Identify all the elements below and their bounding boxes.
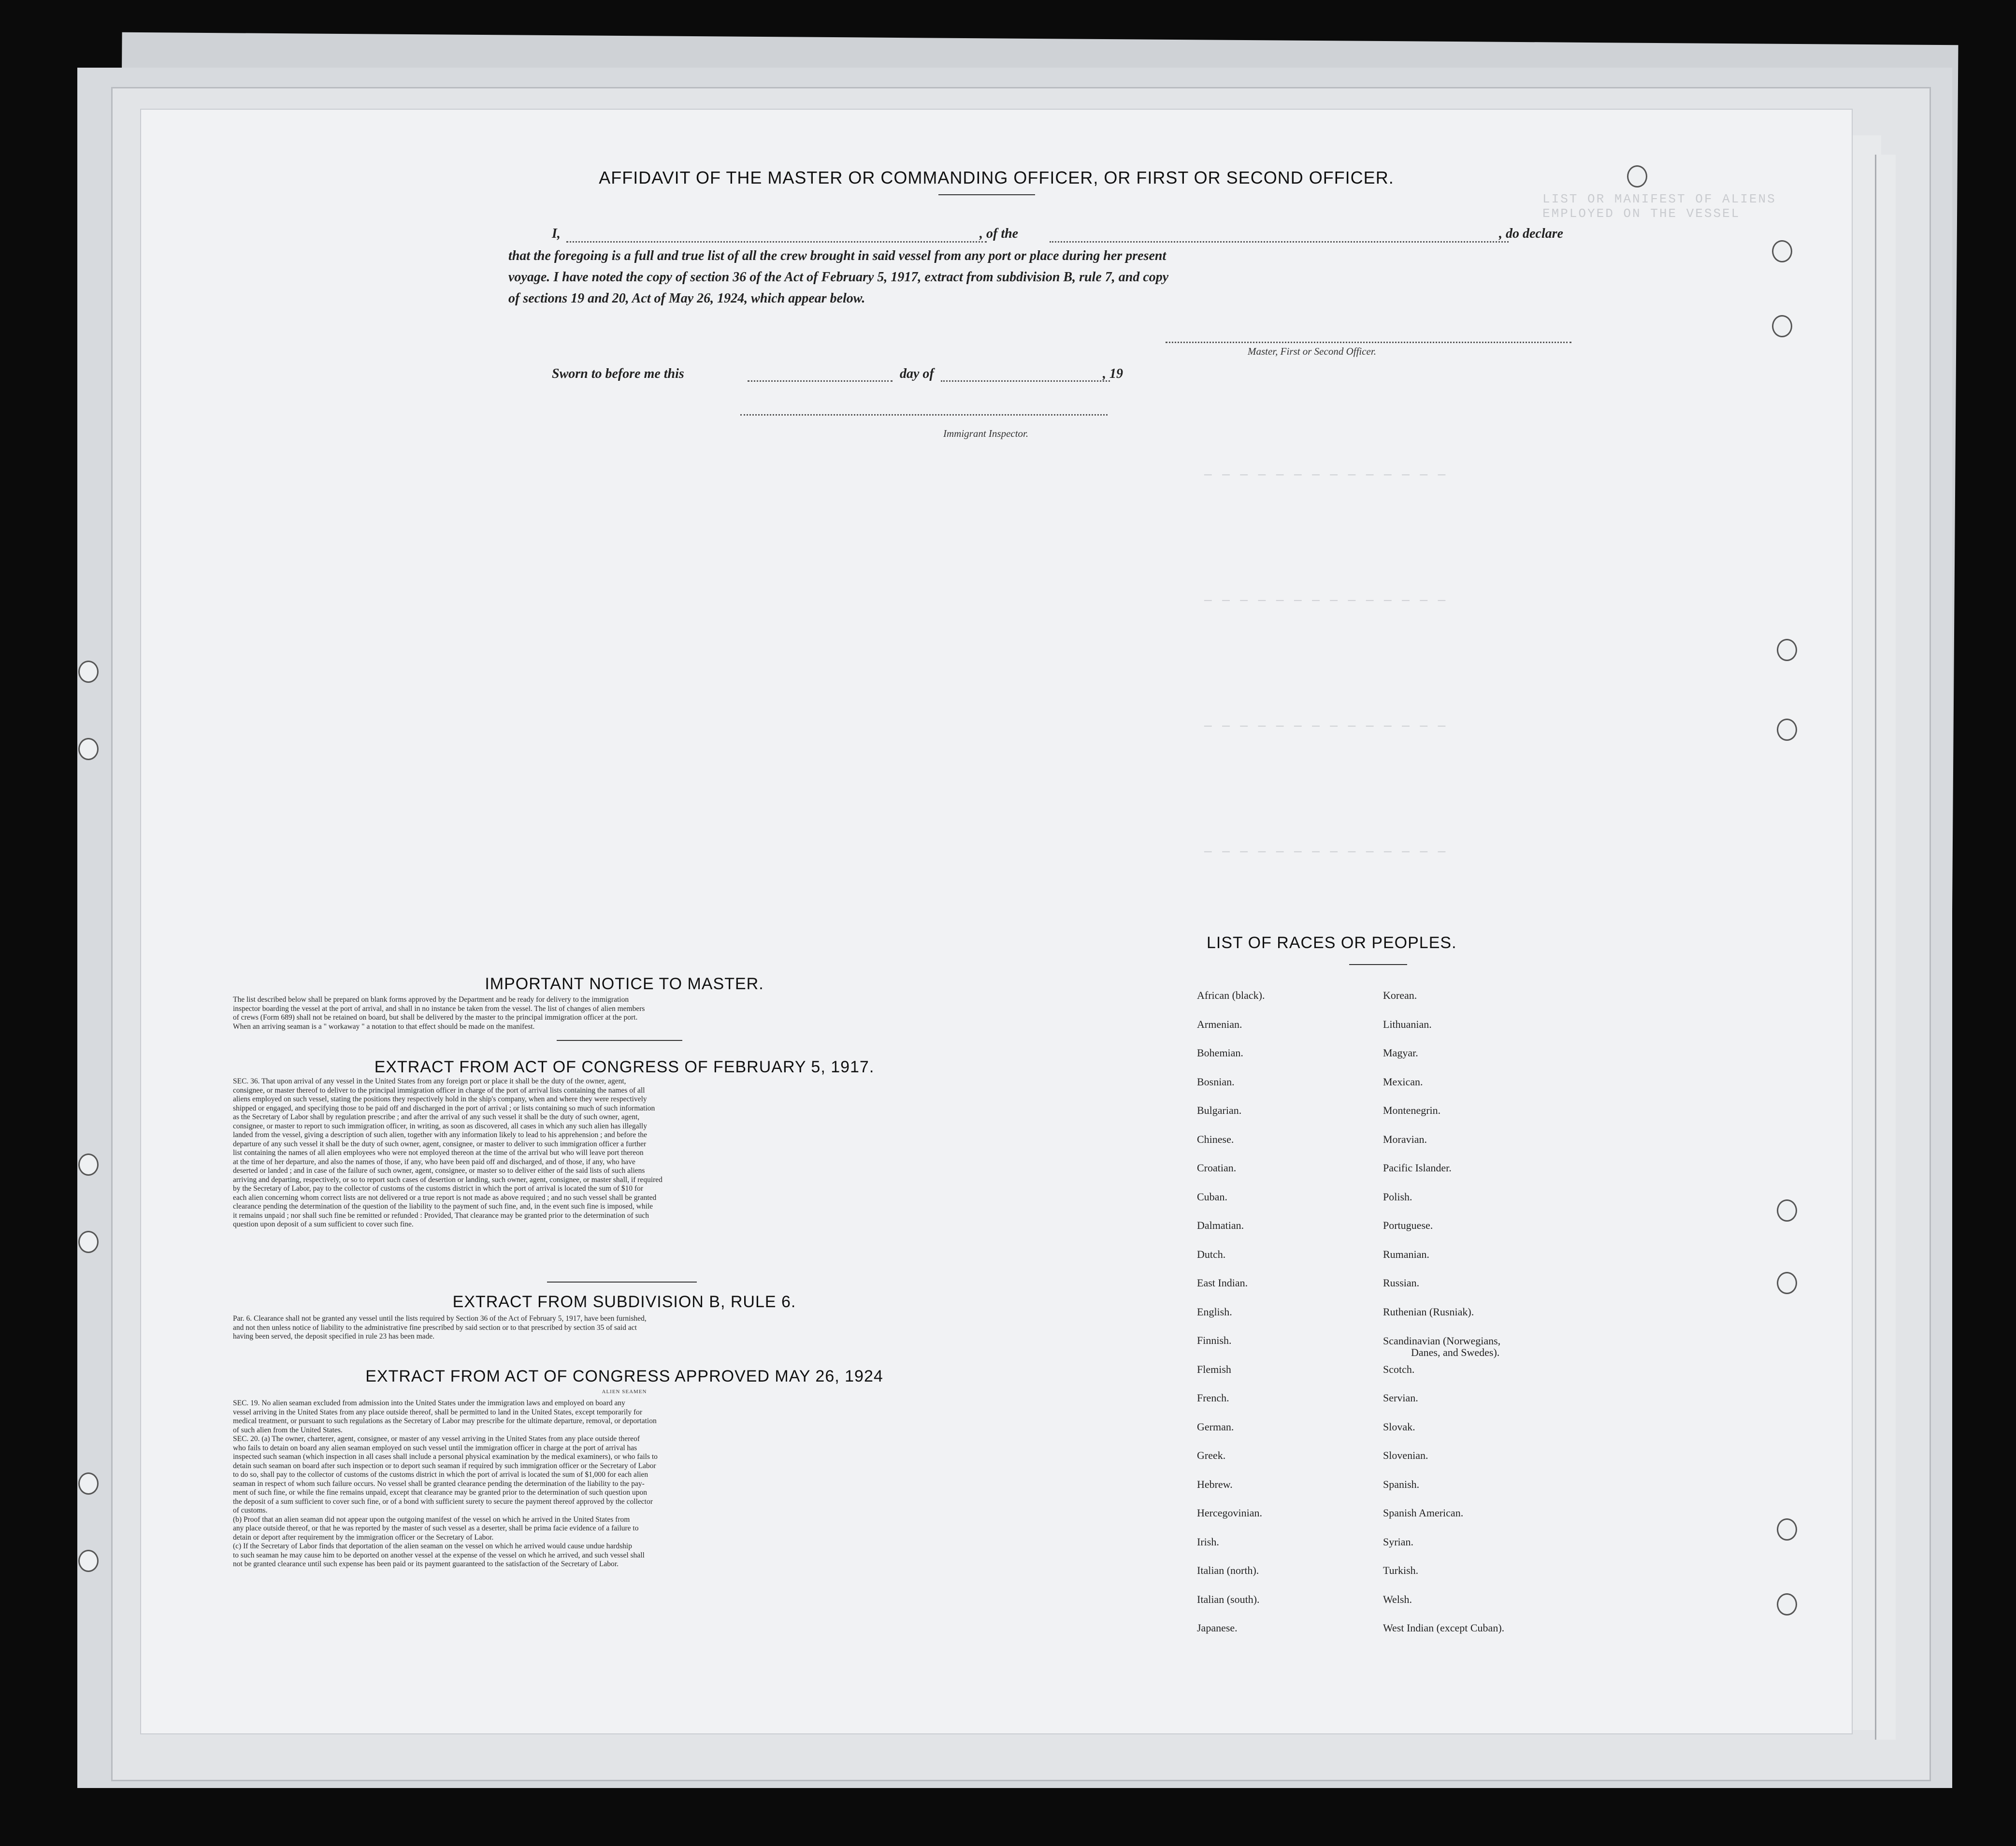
race-item: German.	[1197, 1420, 1234, 1433]
race-item: Spanish.	[1383, 1478, 1420, 1490]
binder-hole	[1777, 1593, 1797, 1615]
race-item: Finnish.	[1197, 1334, 1232, 1346]
binder-hole	[1777, 1199, 1797, 1222]
race-item: Scandinavian (Norwegians, Danes, and Swedes).	[1383, 1335, 1501, 1358]
binder-hole	[78, 661, 99, 683]
divider	[547, 1282, 697, 1283]
affidavit-of-the: , of the	[979, 226, 1019, 241]
act-1917-title: EXTRACT FROM ACT OF CONGRESS OF FEBRUARY 5, 1917.	[374, 1058, 875, 1076]
rule-6-text: Par. 6. Clearance shall not be granted any vessel until the lists required by Section 36 of the Act of February 5, 1917, have been furnished, and not then unless notice of liability to the administrative fine prescribed by said section or to that prescribed by section 35 of said act having been served, the deposit specified in rule 23 has been made.	[233, 1314, 647, 1341]
divider	[938, 194, 1035, 195]
race-item: Italian (south).	[1197, 1593, 1260, 1605]
race-item: Russian.	[1383, 1277, 1420, 1289]
race-item: English.	[1197, 1305, 1232, 1318]
master-signature-field[interactable]	[1166, 342, 1571, 343]
binder-hole	[1777, 1272, 1797, 1294]
race-item: Korean.	[1383, 989, 1417, 1001]
inspector-label: Immigrant Inspector.	[943, 428, 1029, 439]
affidavit-title: AFFIDAVIT OF THE MASTER OR COMMANDING OFFICER, OR FIRST OR SECOND OFFICER.	[599, 168, 1394, 187]
race-item: Montenegrin.	[1383, 1104, 1441, 1116]
race-item: Ruthenian (Rusniak).	[1383, 1305, 1474, 1318]
binder-hole	[1777, 639, 1797, 661]
binder-hole	[78, 1231, 99, 1253]
year-label: , 19	[1103, 366, 1123, 381]
affidavit-line: voyage. I have noted the copy of section 36 of the Act of February 5, 1917, extract from subdivision B, rule 7, and copy	[508, 270, 1169, 285]
race-item: Flemish	[1197, 1363, 1231, 1375]
act-1924-title: EXTRACT FROM ACT OF CONGRESS APPROVED MAY 26, 1924	[365, 1367, 883, 1385]
race-item: Irish.	[1197, 1535, 1219, 1548]
race-item: African (black).	[1197, 989, 1265, 1001]
sworn-month-field[interactable]	[941, 380, 1110, 382]
race-item: Mexican.	[1383, 1075, 1423, 1088]
race-item: Servian.	[1383, 1392, 1418, 1404]
race-item: East Indian.	[1197, 1277, 1248, 1289]
race-item: Magyar.	[1383, 1047, 1418, 1059]
binder-hole	[78, 1550, 99, 1572]
master-signature-label: Master, First or Second Officer.	[1248, 346, 1376, 357]
sworn-day-field[interactable]	[748, 380, 893, 382]
binder-hole	[1777, 1518, 1797, 1541]
races-title: LIST OF RACES OR PEOPLES.	[1207, 934, 1457, 952]
affidavit-line: of sections 19 and 20, Act of May 26, 1924, which appear below.	[508, 291, 865, 306]
race-item: Greek.	[1197, 1449, 1226, 1461]
race-item: Italian (north).	[1197, 1564, 1259, 1576]
affidavit-i: I,	[552, 226, 561, 241]
race-item: Moravian.	[1383, 1133, 1427, 1145]
sworn-label: Sworn to before me this	[552, 366, 684, 381]
race-item: Slovenian.	[1383, 1449, 1428, 1461]
race-item: Turkish.	[1383, 1564, 1419, 1576]
binder-hole	[1777, 719, 1797, 741]
race-item: West Indian (except Cuban).	[1383, 1622, 1505, 1634]
race-item: Welsh.	[1383, 1593, 1412, 1605]
race-item: Japanese.	[1197, 1622, 1238, 1634]
rule-6-title: EXTRACT FROM SUBDIVISION B, RULE 6.	[452, 1293, 796, 1311]
affidavit-declare: , do declare	[1499, 226, 1563, 241]
act-1924-subtitle: ALIEN SEAMEN	[602, 1389, 647, 1395]
race-item: Rumanian.	[1383, 1248, 1429, 1260]
binder-hole	[1772, 315, 1792, 337]
inspector-signature-field[interactable]	[740, 414, 1108, 416]
binder-hole	[78, 1154, 99, 1176]
race-item: Polish.	[1383, 1190, 1412, 1203]
race-item: Spanish American.	[1383, 1507, 1464, 1519]
race-item: Armenian.	[1197, 1018, 1242, 1030]
race-item: Bulgarian.	[1197, 1104, 1242, 1116]
notice-text: The list described below shall be prepared on blank forms approved by the Department and be ready for delivery to the immigration inspector boarding the vessel at the port of arrival, and shall in no instance be taken from the vessel. The list of changes of alien members of crews (Form 689) shall not be retained on board, but shall be delivered by the master to the principal immigration officer at the port. When an arriving seaman is a " workaway " a notation to that effect should be made on the manifest.	[233, 995, 645, 1031]
race-item: Dalmatian.	[1197, 1219, 1244, 1231]
race-item: Croatian.	[1197, 1162, 1237, 1174]
divider	[1349, 964, 1407, 965]
race-item: Lithuanian.	[1383, 1018, 1432, 1030]
race-item: Portuguese.	[1383, 1219, 1433, 1231]
race-item: Chinese.	[1197, 1133, 1234, 1145]
race-item: French.	[1197, 1392, 1229, 1404]
binder-hole	[78, 738, 99, 760]
race-item: Bosnian.	[1197, 1075, 1235, 1088]
race-item: Hebrew.	[1197, 1478, 1233, 1490]
binder-hole	[1772, 240, 1792, 262]
race-item: Cuban.	[1197, 1190, 1227, 1203]
race-item: Slovak.	[1383, 1420, 1415, 1433]
notice-title: IMPORTANT NOTICE TO MASTER.	[485, 975, 764, 993]
day-of-label: day of	[900, 366, 934, 381]
page-edge-tab	[1875, 155, 1896, 1740]
race-item: Hercegovinian.	[1197, 1507, 1262, 1519]
races-right-column	[1383, 990, 1504, 1652]
act-1917-text: SEC. 36. That upon arrival of any vessel in the United States from any foreign port or place it shall be the duty of the owner, agent, consignee, or master thereof to deliver to the principal immigration officer in charge of the port of arrival lists containing the names of all aliens employed on such vessel, stating the positions they respectively hold in the ship's company, when and where they were respectively shipped or engaged, and specifying those to be paid off and discharged in the port of arrival ; or lists containing so much of such information as the Secretary of Labor shall by regulation prescribe ; and after the arrival of any such vessel it shall be the duty of such owner, agent, consignee, or master to report to such immigration officer, in writing, as soon as discovered, all cases in which any such alien has illegally landed from the vessel, giving a description of such alien, together with any information likely to lead to his apprehension ; and before the departure of any such vessel it shall be the duty of such owner, agent, consignee, or master to deliver to such immigration officer a further list containing the names of all alien employees who were not employed thereon at the time of the arrival but who will leave port thereon at the time of her departure, and also the names of those, if any, who have been paid off and discharged, and of those, if any, who have deserted or landed ; and in case of the failure of such owner, agent, consignee, or master so to deliver either of the said lists of such aliens arriving and departing, respectively, or so to report such cases of desertion or landing, such owner, agent, consignee, or master shall, if required by the Secretary of Labor, pay to the collector of customs of the customs district in which the port of arrival is located the sum of $10 for each alien concerning whom correct lists are not delivered or a true report is not made as above required ; and no such vessel shall be granted clearance pending the determination of the question of the liability to the payment of such fine, and, in the event such fine is imposed, while it remains unpaid ; nor shall such fine be remitted or refunded : Provided, That clearance may be granted prior to the determination of such question upon deposit of a sum sufficient to cover such fine.	[233, 1077, 662, 1228]
race-item: Scotch.	[1383, 1363, 1415, 1375]
act-1924-text: SEC. 19. No alien seaman excluded from admission into the United States under the immigration laws and employed on board any vessel arriving in the United States from any place outside thereof, shall be permitted to land in the United States, except temporarily for medical treatment, or pursuant to such regulations as the Secretary of Labor may prescribe for the ultimate departure, removal, or deportation of such alien from the United States. SEC. 20. (a) The owner, charterer, agent, consignee, or master of any vessel arriving in the United States from any place outside thereof who fails to detain on board any alien seaman employed on such vessel until the immigration officer in charge at the port of arrival has inspected such seaman (which inspection in all cases shall include a personal physical examination by the medical examiners), or who fails to detain such seaman on board after such inspection or to deport such seaman if required by such immigration officer or the Secretary of Labor to do so, shall pay to the collector of customs of the customs district in which the port of arrival is located the sum of $1,000 for each alien seaman in respect of whom such failure occurs. No vessel shall be granted clearance pending the determination of the liability to the pay- ment of such fine, or while the fine remains unpaid, except that clearance may be granted prior to the determination of such question upon the deposit of a sum sufficient to cover such fine, or of a bond with sufficient surety to secure the payment thereof approved by the collector of customs. (b) Proof that an alien seaman did not appear upon the outgoing manifest of the vessel on which he arrived in the United States from any place outside thereof, or that he was reported by the master of such vessel as a deserter, shall be prima facie evidence of a failure to detain or deport after requirement by the immigration officer or the Secretary of Labor. (c) If the Secretary of Labor finds that deportation of the alien seaman on the vessel on which he arrived would cause undue hardship to such seaman he may cause him to be deported on another vessel at the expense of the vessel on which he arrived, and such vessel shall not be granted clearance until such expense has been paid or its payment guaranteed to the satisfaction of the Secretary of Labor.	[233, 1399, 658, 1568]
affidavit-line: that the foregoing is a full and true list of all the crew brought in said vessel from any port or place during her present	[508, 248, 1166, 263]
binder-hole	[78, 1472, 99, 1495]
race-item: Syrian.	[1383, 1535, 1413, 1548]
race-item: Bohemian.	[1197, 1047, 1243, 1059]
manifest-page: LIST OR MANIFEST OF ALIENS EMPLOYED ON THE VESSEL — — — — — — — — — — — — — — — — — — — — — — — — — — — — — — — — — — — — — — — — — — — — — — — — — — — — — — — — AFFIDAVIT OF THE MASTER OR COMMANDING OFFICER, OR FIRST OR SECOND OFFICER. I, , of the , do declare that the foregoing is a full and true list of all the crew brought in said vessel from any port or place during her present voyage. I have noted the copy of section 36 of the Act of February 5, 1917, extract from subdivision B, rule 7, and copy of sections 19 and 20, Act of May 26, 1924, which appear below. Master, First or Second Officer. Sworn to before me this day of , 19 Immigrant Inspector. IMPORTANT NOTICE TO MASTER. The list described below shall be prepared on blank forms approved by the Department and be ready for delivery to the immigration inspector boarding the vessel at the port of arrival, and shall in no instance be taken from the vessel. The list of changes of alien members of crews (Form 689) shall not be retained on board, but shall be delivered by the master to the principal immigration officer at the port. When an arriving seaman is a " workaway " a notation to that effect should be made on the manifest. EXTRACT FROM ACT OF CONGRESS OF FEBRUARY 5, 1917. SEC. 36. That upon arrival of any vessel in the United States from any foreign port or place it shall be the duty of the owner, agent, consignee, or master thereof to deliver to the principal immigration officer in charge of the port of arrival lists containing the names of all aliens employed on such vessel, stating the positions they respectively hold in the ship's company, when and where they were respectively shipped or engaged, and specifying those to be paid off and discharged in the port of arrival ; or lists containing so much of such information as the Secretary of Labor shall by regulation prescribe ; and after the arrival of any such vessel it shall be the duty of such owner, agent, consignee, or master to report to such immigration officer, in writing, as soon as discovered, all cases in which any such alien has illegally landed from the vessel, giving a description of such alien, together with any information likely to lead to his apprehension ; and before the departure of any such vessel it shall be the duty of such owner, agent, consignee, or master to deliver to such immigration officer a further list containing the names of all alien employees who were not employed thereon at the time of the arrival but who will leave port thereon at the time of her departure, and also the names of those, if any, who have been paid off and discharged, and of those, if any, who have deserted or landed ; and in case of the failure of such owner, agent, consignee, or master so to deliver either of the said lists of such aliens arriving and departing, respectively, or so to report such cases of desertion or landing, such owner, agent, consignee, or master shall, if required by the Secretary of Labor, pay to the collector of customs of the customs district in which the port of arrival is located the sum of $10 for each alien concerning whom correct lists are not delivered or a true report is not made as above required ; and no such vessel shall be granted clearance pending the determination of the question of the liability to the payment of such fine, and, in the event such fine is imposed, while it remains unpaid ; nor shall such fine be remitted or refunded : Provided, That clearance may be granted prior to the determination of such question upon deposit of a sum sufficient to cover such fine. EXTRACT FROM SUBDIVISION B, RULE 6. Par. 6. Clearance shall not be granted any vessel until the lists required by Section 36 of the Act of February 5, 1917, have been furnished, and not then unless notice of liability to the administrative fine prescribed by said section or to that prescribed by section 35 of said act having been served, the deposit specified in rule 23 has been made. EXTRACT FROM ACT OF CONGRESS APPROVED MAY 26, 1924 ALIEN SEAMEN SEC. 19. No alien seaman excluded from admission into the United States under the immigration laws and employed on board any vessel arriving in the United States from any place outside thereof, shall be permitted to land in the United States, except temporarily for medical treatment, or pursuant to such regulations as the Secretary of Labor may prescribe for the ultimate departure, removal, or deportation of such alien from the United States. SEC. 20. (a) The owner, charterer, agent, consignee, or master of any vessel arriving in the United States from any place outside thereof who fails to detain on board any alien seaman employed on such vessel until the immigration officer in charge at the port of arrival has inspected such seaman (which inspection in all cases shall include a personal physical examination by the medical examiners), or who fails to detain such seaman on board after such inspection or to deport such seaman if required by such immigration officer or the Secretary of Labor to do so, shall pay to the collector of customs of the customs district in which the port of arrival is located the sum of $1,000 for each alien seaman in respect of whom such failure occurs. No vessel shall be granted clearance pending the determination of the liability to the pay- ment of such fine, or while the fine remains unpaid, except that clearance may be granted prior to the determination of such question upon the deposit of a sum sufficient to cover such fine, or of a bond with sufficient surety to secure the payment thereof approved by the collector of customs. (b) Proof that an alien seaman did not appear upon the outgoing manifest of the vessel on which he arrived in the United States from any place outside thereof, or that he was reported by the master of such vessel as a deserter, shall be prima facie evidence of a failure to detain or deport after requirement by the immigration officer or the Secretary of Labor. (c) If the Secretary of Labor finds that deportation of the alien seaman on the vessel on which he arrived would cause undue hardship to such seaman he may cause him to be deported on another vessel at the expense of the vessel on which he arrived, and such vessel shall not be granted clearance until such expense has been paid or its payment guaranteed to the satisfaction of the Secretary of Labor. LIST OF RACES OR PEOPLES. African (black). Armenian. Bohemian. Bosnian. Bulgarian. Chinese. Croatian. Cuban. Dalmatian. Dutch. East Indian. English. Finnish. Flemish French. German. Greek. Hebrew. Hercegovinian. Irish. Italian (north). Italian (south). Japanese. Korean. Lithuanian. Magyar. Mexican. Montenegrin. Moravian. Pacific Islander. Polish. Portuguese. Rumanian. Russian. Ruthenian (Rusniak). Scandinavian (Norwegians, Danes, and Swedes). Scotch. Servian. Slovak. Slovenian. Spanish. Spanish American. Syrian. Turkish. Welsh. West Indian (except Cuban).	[140, 109, 1853, 1734]
divider	[557, 1040, 682, 1041]
race-item: Dutch.	[1197, 1248, 1226, 1260]
race-item: Pacific Islander.	[1383, 1162, 1452, 1174]
races-left-column	[1197, 990, 1265, 1652]
name-field[interactable]	[566, 241, 987, 243]
vessel-field[interactable]	[1050, 241, 1509, 243]
